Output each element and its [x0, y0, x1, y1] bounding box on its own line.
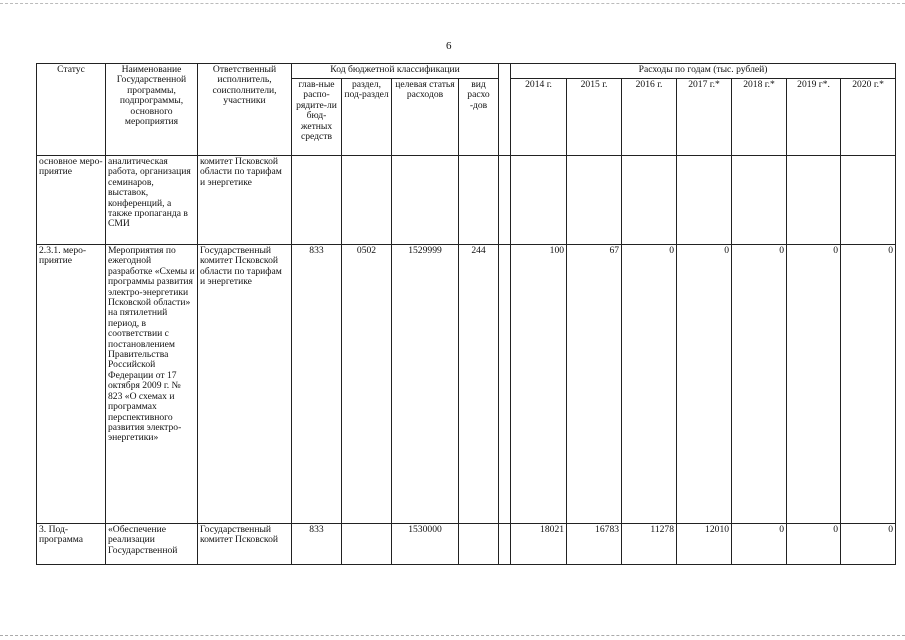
cell-value: [732, 156, 787, 245]
cell-value: 0: [841, 245, 896, 524]
header-status: Статус: [37, 64, 106, 156]
cell-target: 1529999: [392, 245, 459, 524]
cell-responsible: Государственный комитет Псковской: [198, 524, 292, 565]
header-year: 2019 г*.: [787, 79, 841, 156]
cell-value: 18021: [511, 524, 567, 565]
cell-kind: [459, 524, 499, 565]
column-gap: [499, 524, 511, 565]
cell-status: 2.3.1. меро-приятие: [37, 245, 106, 524]
cell-section: 0502: [342, 245, 392, 524]
cell-grbs: [292, 156, 342, 245]
cell-value: 0: [841, 524, 896, 565]
header-year: 2015 г.: [567, 79, 622, 156]
cell-section: [342, 156, 392, 245]
cell-value: [567, 156, 622, 245]
cell-value: 12010: [677, 524, 732, 565]
header-year: 2016 г.: [622, 79, 677, 156]
column-gap: [499, 156, 511, 245]
cell-value: 16783: [567, 524, 622, 565]
header-section: раздел, под-раздел: [342, 79, 392, 156]
header-responsible: Ответственный исполнитель, соисполнители, участники: [198, 64, 292, 156]
header-year: 2018 г.*: [732, 79, 787, 156]
header-budget-code: Код бюджетной классификации: [292, 64, 499, 79]
cell-status: 3. Под-программа: [37, 524, 106, 565]
header-year: 2014 г.: [511, 79, 567, 156]
cell-status: основное меро-приятие: [37, 156, 106, 245]
cell-value: 0: [787, 245, 841, 524]
cell-value: [511, 156, 567, 245]
cell-value: 100: [511, 245, 567, 524]
cell-name: аналитическая работа, организация семинаров, выставок, конференций, а также пропаганда в СМИ: [106, 156, 198, 245]
header-grbs: глав-ные распо-рядите-ли бюд-жетных средств: [292, 79, 342, 156]
scan-edge-bottom: [0, 635, 905, 636]
cell-name: Мероприятия по ежегодной разработке «Схемы и программы развития электро-энергетики Псковской области» на пятилетний период, в соответствии с постановлением Правительства Российской Федерации от 17 октября 2009 г. № 823 «О схемах и программах перспективного развития электро-энергетики»: [106, 245, 198, 524]
cell-target: [392, 156, 459, 245]
cell-kind: 244: [459, 245, 499, 524]
cell-grbs: 833: [292, 245, 342, 524]
cell-value: 0: [732, 245, 787, 524]
budget-table: [36, 63, 896, 565]
cell-value: 11278: [622, 524, 677, 565]
header-year: 2020 г.*: [841, 79, 896, 156]
cell-value: 0: [677, 245, 732, 524]
cell-grbs: 833: [292, 524, 342, 565]
table-row: [37, 524, 896, 565]
column-gap: [499, 245, 511, 524]
cell-value: 0: [622, 245, 677, 524]
scan-edge-top: [0, 3, 905, 4]
table-row: [37, 156, 896, 245]
cell-section: [342, 524, 392, 565]
cell-value: 0: [732, 524, 787, 565]
page-number: 6: [446, 40, 452, 52]
cell-value: 0: [787, 524, 841, 565]
cell-value: [841, 156, 896, 245]
cell-name: «Обеспечение реализации Государственной: [106, 524, 198, 565]
header-expenses: Расходы по годам (тыс. рублей): [511, 64, 896, 79]
table-row: [37, 245, 896, 524]
cell-responsible: Государственный комитет Псковской области по тарифам и энергетике: [198, 245, 292, 524]
column-gap: [499, 64, 511, 156]
cell-value: [622, 156, 677, 245]
cell-value: 67: [567, 245, 622, 524]
header-name: Наименование Государственной программы, подпрограммы, основного мероприятия: [106, 64, 198, 156]
cell-target: 1530000: [392, 524, 459, 565]
cell-value: [787, 156, 841, 245]
header-year: 2017 г.*: [677, 79, 732, 156]
cell-value: [677, 156, 732, 245]
header-target: целевая статья расходов: [392, 79, 459, 156]
header-row-1: [37, 64, 896, 79]
cell-responsible: комитет Псковской области по тарифам и энергетике: [198, 156, 292, 245]
header-kind: вид расхо -дов: [459, 79, 499, 156]
cell-kind: [459, 156, 499, 245]
